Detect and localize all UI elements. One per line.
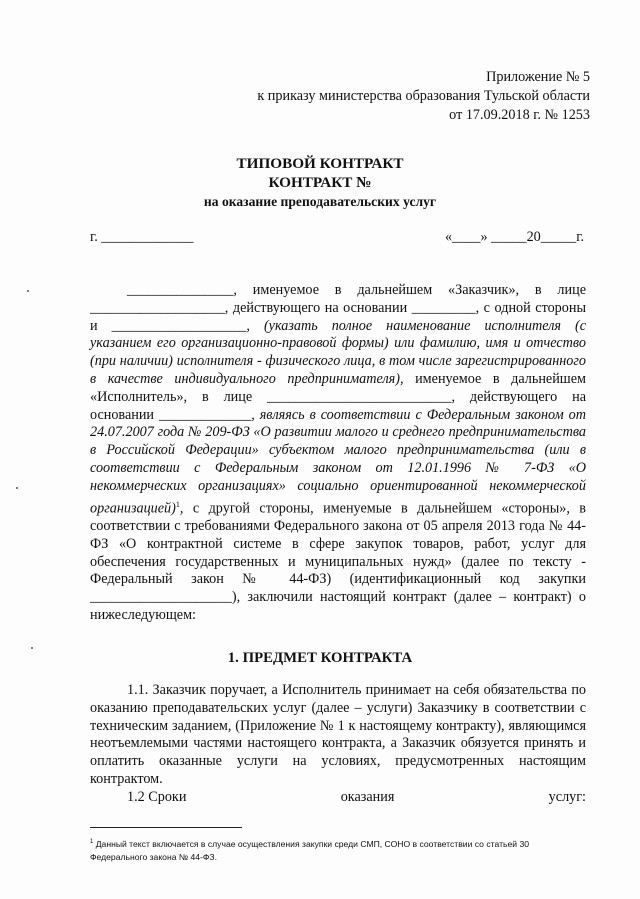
scan-speck: [16, 487, 18, 489]
preamble-note-smp: , являясь в соответствии с Федеральным законом от 24.07.2007 года № 209-ФЗ «О развитии малого и среднего предпринимательства в Российской Федерации» субъектом малого предпринимательства (или в соответствии с Федеральным законом от 12.01.1996 № 7-ФЗ «О некоммерческих организациях» социально ориентированной некоммерческой организацией): [90, 406, 586, 517]
scan-speck: [31, 647, 33, 649]
clause-1-2: [90, 789, 586, 807]
footnote-marker: 1: [90, 839, 94, 845]
contract-subject-title: на оказание преподавательских услуг: [203, 194, 437, 209]
appendix-number: Приложение № 5: [486, 69, 590, 85]
place-date-line: [90, 229, 584, 246]
appendix-order: к приказу министерства образования Тульской области: [257, 88, 590, 104]
preamble-part-5: , с другой стороны, именуемые в дальнейшем «стороны», в соответствии с требованиями Федерального закона от 05 апреля 2013 года № 44-ФЗ «О контрактной системе в сфере закупок товаров, работ, услуг для обеспечения государственных и муниципальных нужд» (далее по тексту - Федеральный закон № 44-ФЗ) (идентификационный код закупки ____________________), заключили настоящий контракт (далее – контракт) о нижеследующем:: [90, 500, 586, 624]
scan-speck: [27, 290, 29, 292]
document-type-title: ТИПОВОЙ КОНТРАКТ: [236, 155, 404, 172]
city-field: г. _____________: [90, 229, 194, 245]
clause-1-2-word-2: оказания: [340, 788, 395, 805]
footnote: [90, 836, 586, 864]
preamble: [90, 282, 586, 625]
footnote-divider: [90, 827, 242, 828]
footnote-text: Данный текст включается в случае осуществления закупки среди СМП, СОНО в соответствии со статьей 30 Федерального закона № 44-ФЗ.: [90, 838, 530, 862]
clause-1-2-word-1: 1.2 Сроки: [127, 788, 187, 805]
preamble-note-executor: (указать полное наименование исполнителя (с указанием его организационно-правовой формы) или фамилию, имя и отчество (при наличии) исполнителя - физического лица, в том числе зарегистрированного в качестве индивидуального предпринимателя): [90, 317, 587, 387]
date-field: «____» _____20_____г.: [445, 229, 584, 245]
preamble-part-3: , именуемое в дальнейшем «Исполнитель», в лице __________________________, действующего на основании _____________: [90, 370, 586, 423]
appendix-reference: [257, 68, 590, 125]
section-heading: 1. ПРЕДМЕТ КОНТРАКТА: [227, 650, 413, 666]
clause-1-2-word-3: услуг:: [548, 788, 586, 805]
preamble-paragraph: [90, 282, 586, 625]
section-1-body: [90, 682, 586, 807]
preamble-part-1: _______________, именуемое в дальнейшем «Заказчик», в лице ___________________, действующего на основании _________, с одной стороны и ___________________,: [90, 282, 586, 334]
document-title-block: [0, 154, 640, 211]
appendix-date: от 17.09.2018 г. № 1253: [449, 107, 590, 123]
contract-number-title: КОНТРАКТ №: [268, 174, 372, 191]
footnote-ref: 1: [175, 499, 180, 509]
clause-1-1: 1.1. Заказчик поручает, а Исполнитель принимает на себя обязательства по оказанию преподавательских услуг (далее – услуги) Заказчику в соответствии с техническим заданием, (Приложение № 1 к настоящему контракту), являющимся неотъемлемыми частями настоящего контракта, а Заказчик обязуется принять и оплатить оказанные услуги на условиях, предусмотренных настоящим контрактом.: [90, 682, 586, 787]
